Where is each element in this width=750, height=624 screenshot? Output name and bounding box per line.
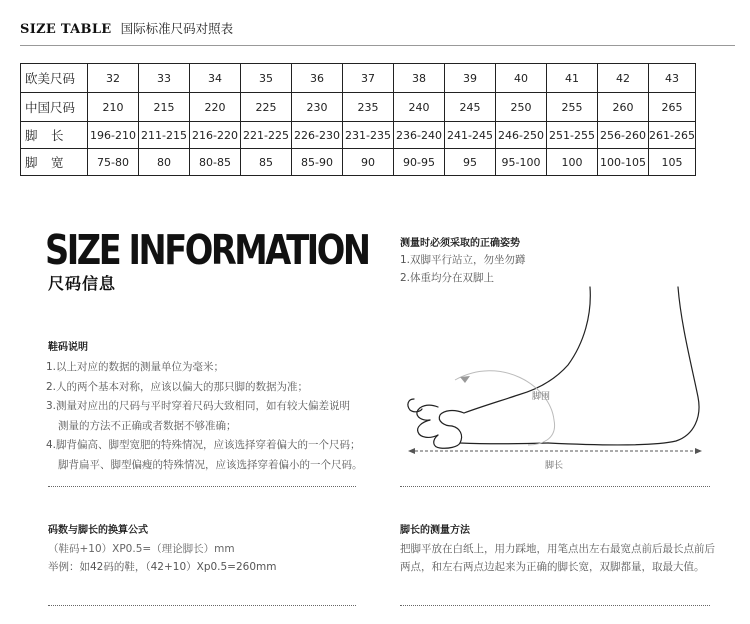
header-title-cn: 国际标准尺码对照表 bbox=[120, 21, 234, 36]
size-table-cell: 250 bbox=[496, 93, 547, 122]
measure-posture-title: 测量时必须采取的正确姿势 bbox=[400, 238, 520, 249]
size-table-cell: 41 bbox=[547, 64, 598, 93]
length-method-body: 把脚平放在白纸上，用力踩地，用笔点出左右最宽点前后最长点前后两点，和左右两点边起来为正确的脚长宽，双脚都量，取最大值。 bbox=[400, 543, 715, 573]
size-table-cell: 95-100 bbox=[496, 149, 547, 176]
size-table-cell: 245 bbox=[445, 93, 496, 122]
size-table-cell: 75-80 bbox=[88, 149, 139, 176]
size-table-row bbox=[21, 93, 696, 122]
shoe-note-line: 3.测量对应出的尺码与平时穿着尺码大致相同，如有较大偏差说明 bbox=[46, 400, 351, 412]
size-table-cell: 36 bbox=[292, 64, 343, 93]
size-table-cell: 210 bbox=[88, 93, 139, 122]
size-table-cell: 261-265 bbox=[649, 122, 696, 149]
size-information-subtitle: 尺码信息 bbox=[48, 274, 117, 293]
size-table-cell: 33 bbox=[139, 64, 190, 93]
header-divider bbox=[20, 45, 735, 46]
measure-posture-line: 1.双脚平行站立，勿坐勿蹲 bbox=[400, 254, 526, 266]
size-table-row bbox=[21, 149, 696, 176]
size-table-cell: 215 bbox=[139, 93, 190, 122]
shoe-notes-title: 鞋码说明 bbox=[48, 342, 88, 353]
size-table-cell: 236-240 bbox=[394, 122, 445, 149]
formula-line: （鞋码+10）XP0.5=（理论脚长）mm bbox=[48, 543, 235, 555]
size-table-cell: 221-225 bbox=[241, 122, 292, 149]
shoe-notes-list bbox=[46, 360, 391, 477]
size-table-cell: 196-210 bbox=[88, 122, 139, 149]
size-table-cell: 39 bbox=[445, 64, 496, 93]
dotted-divider bbox=[48, 605, 356, 606]
size-table-cell: 235 bbox=[343, 93, 394, 122]
size-table-cell: 80-85 bbox=[190, 149, 241, 176]
formula-title: 码数与脚长的换算公式 bbox=[48, 525, 148, 536]
size-table-cell: 80 bbox=[139, 149, 190, 176]
size-table-cell: 85 bbox=[241, 149, 292, 176]
formula-example: 举例：如42码的鞋，（42+10）Xp0.5=260mm bbox=[48, 561, 277, 573]
size-table-cell: 256-260 bbox=[598, 122, 649, 149]
size-table-cell: 40 bbox=[496, 64, 547, 93]
dotted-divider bbox=[400, 605, 710, 606]
size-table-cell: 105 bbox=[649, 149, 696, 176]
size-table-cell: 260 bbox=[598, 93, 649, 122]
measure-posture-line: 2.体重均分在双脚上 bbox=[400, 272, 495, 284]
size-table-row-label: 脚 宽 bbox=[21, 149, 88, 176]
size-table-cell: 246-250 bbox=[496, 122, 547, 149]
size-table-cell: 241-245 bbox=[445, 122, 496, 149]
header-title-en: SIZE TABLE bbox=[20, 22, 112, 37]
length-label: 脚长 bbox=[545, 461, 564, 471]
girth-curve bbox=[455, 371, 555, 445]
dotted-divider bbox=[400, 486, 710, 487]
size-table-cell: 230 bbox=[292, 93, 343, 122]
size-table-cell: 265 bbox=[649, 93, 696, 122]
size-table-cell: 240 bbox=[394, 93, 445, 122]
size-table-cell: 220 bbox=[190, 93, 241, 122]
size-table-row-label: 脚 长 bbox=[21, 122, 88, 149]
size-table-cell: 42 bbox=[598, 64, 649, 93]
size-information-title: SIZE INFORMATION bbox=[45, 226, 369, 274]
size-table-cell: 255 bbox=[547, 93, 598, 122]
shoe-note-line: 测量的方法不正确或者数据不够准确； bbox=[58, 419, 237, 432]
size-table-cell: 37 bbox=[343, 64, 394, 93]
page-header bbox=[20, 18, 233, 42]
size-table-cell: 90-95 bbox=[394, 149, 445, 176]
size-table-cell: 251-255 bbox=[547, 122, 598, 149]
length-method-title: 脚长的测量方法 bbox=[400, 525, 470, 536]
size-table bbox=[20, 63, 696, 176]
shoe-note-line: 4.脚背偏高、脚型宽肥的特殊情况，应该选择穿着偏大的一个尺码； bbox=[46, 439, 361, 451]
shoe-note-line: 2.人的两个基本对称，应该以偏大的那只脚的数据为准； bbox=[46, 380, 309, 393]
foot-diagram bbox=[400, 285, 720, 475]
girth-label: 脚围 bbox=[532, 392, 551, 402]
shoe-note-line: 脚背扁平、脚型偏瘦的特殊情况，应该选择穿着偏小的一个尺码。 bbox=[58, 458, 363, 471]
size-table-cell: 211-215 bbox=[139, 122, 190, 149]
size-table-row-label: 中国尺码 bbox=[21, 93, 88, 122]
size-table-cell: 100 bbox=[547, 149, 598, 176]
size-table-cell: 95 bbox=[445, 149, 496, 176]
size-table-cell: 226-230 bbox=[292, 122, 343, 149]
size-table-cell: 38 bbox=[394, 64, 445, 93]
dotted-divider bbox=[48, 486, 356, 487]
size-table-cell: 35 bbox=[241, 64, 292, 93]
size-table-cell: 32 bbox=[88, 64, 139, 93]
size-table-cell: 100-105 bbox=[598, 149, 649, 176]
size-table-row-label: 欧美尺码 bbox=[21, 64, 88, 93]
size-table-cell: 225 bbox=[241, 93, 292, 122]
shoe-note-line: 1.以上对应的数据的测量单位为毫米； bbox=[46, 361, 225, 373]
size-table-cell: 85-90 bbox=[292, 149, 343, 176]
size-table-cell: 90 bbox=[343, 149, 394, 176]
size-table-row bbox=[21, 64, 696, 93]
size-table-cell: 231-235 bbox=[343, 122, 394, 149]
size-table-cell: 43 bbox=[649, 64, 696, 93]
size-table-cell: 34 bbox=[190, 64, 241, 93]
size-table-row bbox=[21, 122, 696, 149]
size-table-cell: 216-220 bbox=[190, 122, 241, 149]
